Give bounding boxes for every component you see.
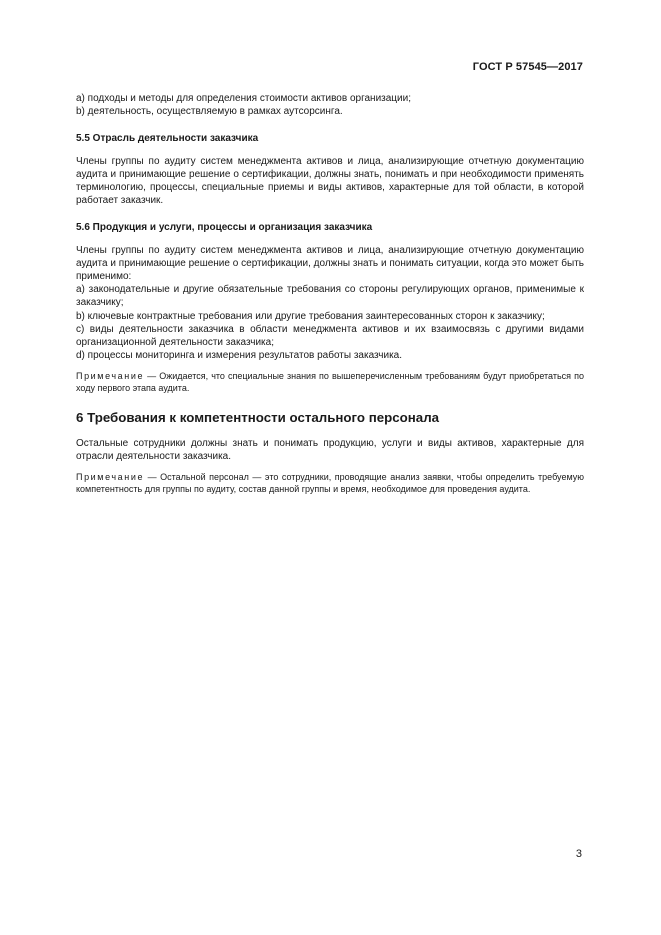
section-5-5-paragraph: Члены группы по аудиту систем менеджмента активов и лица, анализирующие отчетную документацию аудита и принимающие решение о сертификации, должны знать, понимать и при необходимости применять терминологию, процессы, специальные приемы и виды активов, характерные для той области, в которой работает заказчик.	[76, 155, 584, 207]
section-5-6-list	[76, 283, 584, 362]
document-body	[76, 92, 584, 504]
section-6-note	[76, 471, 584, 495]
section-5-6-heading: 5.6 Продукция и услуги, процессы и организация заказчика	[76, 222, 373, 234]
note-label: Примечание	[76, 371, 145, 382]
section-5-5-heading: 5.5 Отрасль деятельности заказчика	[76, 133, 259, 145]
note-label: Примечание	[76, 472, 145, 483]
intro-list	[76, 92, 584, 118]
note-text: — Остальной персонал — это сотрудники, проводящие анализ заявки, чтобы определить требуемую компетентность для группы по аудиту, состав данной группы и время, необходимое для проведения аудита.	[76, 472, 584, 495]
section-6-paragraph: Остальные сотрудники должны знать и понимать продукцию, услуги и виды активов, характерные для отрасли деятельности заказчика.	[76, 437, 584, 462]
note-text: — Ожидается, что специальные знания по вышеперечисленным требованиям будут приобретаться по ходу первого этапа аудита.	[76, 371, 584, 394]
section-5-6-paragraph: Члены группы по аудиту систем менеджмента активов и лица, анализирующие отчетную документацию аудита и принимающие решение о сертификации, должны знать и понимать ситуации, когда это может быть применимо:	[76, 244, 584, 283]
document-code: ГОСТ Р 57545—2017	[472, 61, 583, 73]
page-number: 3	[575, 848, 582, 860]
list-item: b) ключевые контрактные требования или другие требования заинтересованных сторон к заказчику;	[76, 310, 545, 322]
list-item: a) подходы и методы для определения стоимости активов организации;	[76, 93, 411, 104]
section-6-heading: 6 Требования к компетентности остального персонала	[76, 410, 440, 426]
list-item: d) процессы мониторинга и измерения результатов работы заказчика.	[76, 350, 403, 362]
list-item: c) виды деятельности заказчика в области менеджмента активов и их взаимосвязь с другими видами организационной деятельности заказчика;	[76, 323, 584, 349]
list-item: b) деятельность, осуществляемую в рамках аутсорсинга.	[76, 106, 343, 118]
section-5-6-note	[76, 370, 584, 394]
list-item: a) законодательные и другие обязательные требования со стороны регулирующих органов, применимые к заказчику;	[76, 284, 584, 309]
